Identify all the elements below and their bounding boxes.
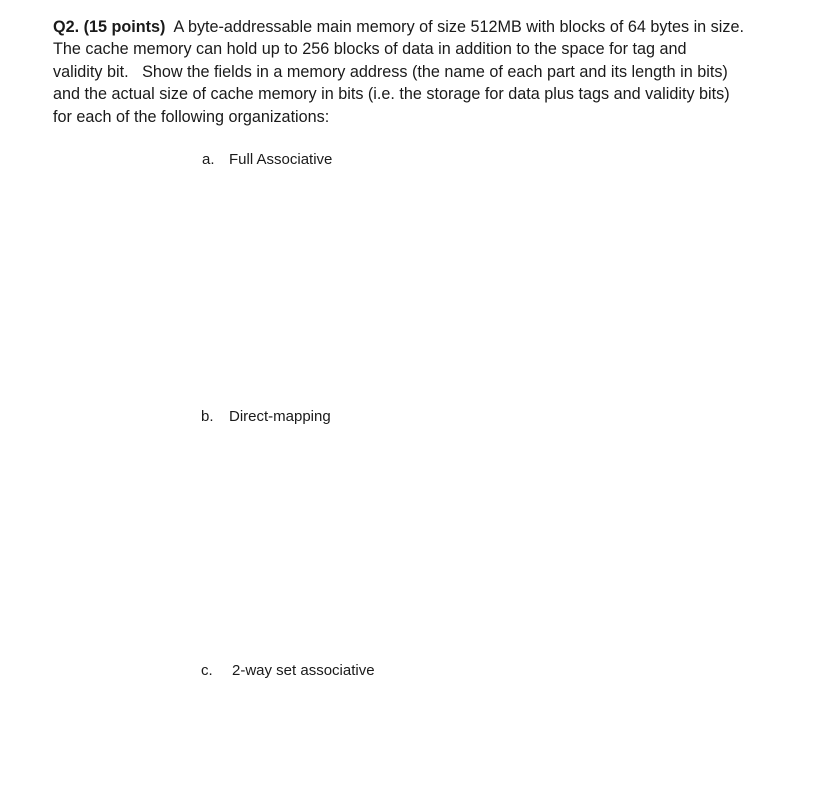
option-b-marker: b. <box>201 408 214 425</box>
option-c-marker: c. <box>201 662 213 679</box>
question-number: Q2. (15 points) <box>53 18 166 36</box>
option-c-label: 2-way set associative <box>232 662 375 679</box>
option-a-label: Full Associative <box>229 151 333 168</box>
question-text <box>53 16 793 128</box>
question-line-3-text: validity bit. Show the fields in a memory address (the name of each part and its length in bits) <box>53 62 728 81</box>
question-line-1 <box>53 16 793 38</box>
question-line-2: The cache memory can hold up to 256 blocks of data in addition to the space for tag and <box>53 40 687 59</box>
option-b-label: Direct-mapping <box>229 408 331 425</box>
option-c <box>201 661 375 681</box>
question-line-1-text: A byte-addressable main memory of size 512MB with blocks of 64 bytes in size. <box>173 18 744 36</box>
question-line-3 <box>53 61 793 83</box>
option-a <box>202 150 332 170</box>
question-line-5: for each of the following organizations: <box>53 107 330 126</box>
option-a-marker: a. <box>202 151 215 168</box>
question-line-4: and the actual size of cache memory in bits (i.e. the storage for data plus tags and validity bits) <box>53 85 730 104</box>
option-b <box>201 407 331 427</box>
